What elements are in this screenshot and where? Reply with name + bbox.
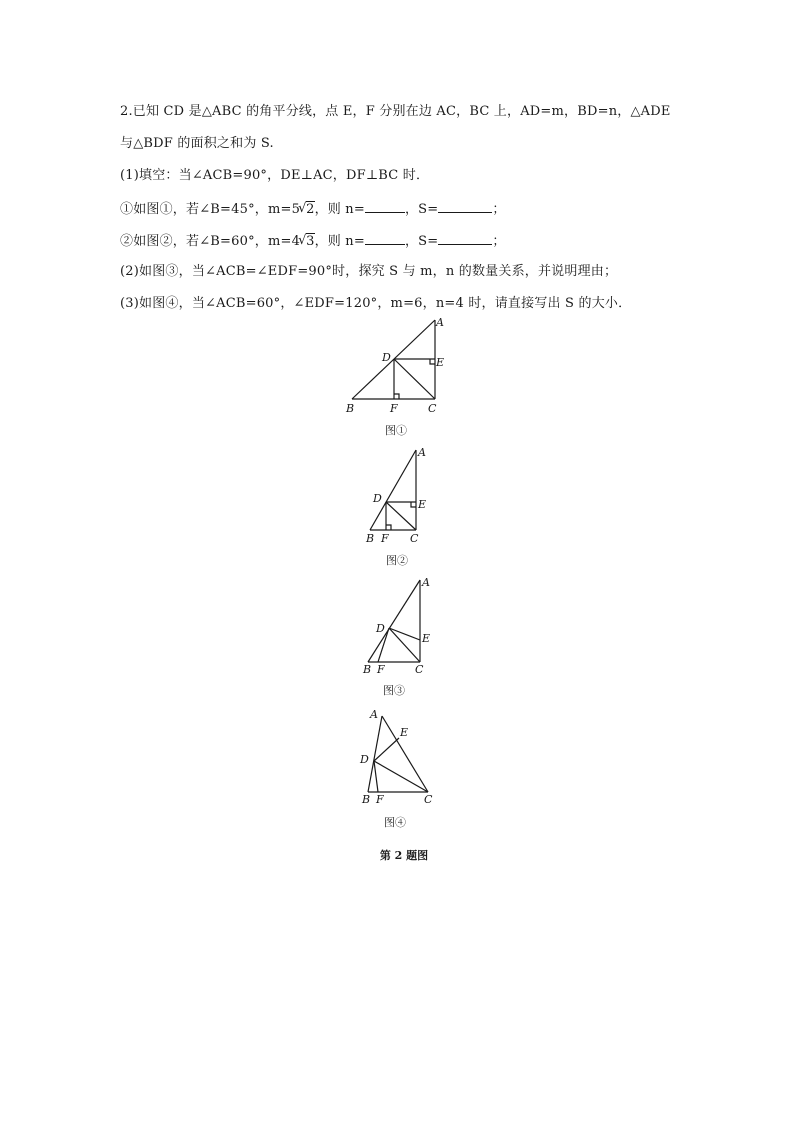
label-a: A (370, 708, 378, 721)
answer-blank-s[interactable] (438, 232, 492, 245)
label-a: A (418, 446, 426, 459)
right-angle-mark-f (394, 394, 399, 399)
problem-line-2: 与△BDF 的面积之和为 S. (120, 136, 274, 151)
right-angle-mark-e (411, 502, 416, 507)
label-a: A (436, 316, 444, 329)
answer-blank-s[interactable] (438, 200, 492, 213)
segment-df (374, 761, 378, 792)
label-c: C (424, 793, 433, 806)
figure-4-caption: 图④ (384, 816, 406, 829)
part-2-statement: (2)如图③，当∠ACB=∠EDF=90°时，探究 S 与 m，n 的数量关系，并说明理由； (120, 264, 618, 279)
figure-3-caption: 图③ (383, 684, 405, 697)
right-angle-mark-e (430, 359, 435, 364)
segment-dc (389, 628, 420, 662)
answer-blank-n[interactable] (365, 200, 405, 213)
question-1-n-label: ，则 n= (314, 202, 365, 217)
sqrt-symbol: √ 3 (300, 234, 314, 250)
segment-ab (368, 716, 382, 792)
label-e: E (418, 498, 427, 511)
segment-de (389, 628, 420, 640)
label-b: B (346, 402, 355, 415)
right-angle-mark-f (386, 525, 391, 530)
label-a: A (422, 576, 430, 589)
question-2-n-label: ，则 n= (314, 234, 365, 249)
segment-dc (374, 761, 428, 792)
label-c: C (415, 663, 424, 676)
label-b: B (362, 793, 371, 806)
sqrt-symbol: √ 2 (300, 202, 314, 218)
answer-blank-n[interactable] (365, 232, 405, 245)
part-3-statement: (3)如图④，当∠ACB=60°，∠EDF=120°，m=6，n=4 时，请直接写出 S 的大小． (120, 296, 632, 311)
label-d: D (382, 351, 391, 364)
label-c: C (428, 402, 437, 415)
part-1-statement: (1)填空：当∠ACB=90°，DE⊥AC，DF⊥BC 时． (120, 168, 430, 183)
label-e: E (400, 726, 409, 739)
question-1: ①如图①，若∠B=45°，m=5√ 2，则 n= ，S= ； (120, 200, 506, 218)
figure-1-caption: 图① (385, 424, 407, 437)
label-b: B (366, 532, 375, 545)
figure-3-diagram (358, 574, 442, 678)
label-d: D (376, 622, 385, 635)
label-b: B (363, 663, 372, 676)
figure-2-caption: 图② (386, 554, 408, 567)
segment-ab (370, 450, 416, 530)
question-1-text: ①如图①，若∠B=45°，m=5 (120, 202, 301, 217)
figure-4-diagram (356, 704, 442, 810)
label-d: D (360, 753, 369, 766)
figure-2-diagram (360, 444, 440, 548)
label-f: F (376, 793, 384, 806)
label-e: E (436, 356, 445, 369)
question-1-s-label: ，S= (404, 202, 439, 217)
question-2: ②如图②，若∠B=60°，m=4√ 3，则 n= ，S= ； (120, 232, 506, 250)
label-f: F (390, 402, 398, 415)
problem-line-1: 2.已知 CD 是△ABC 的角平分线，点 E，F 分别在边 AC，BC 上，AD=m，BD=n，△ADE (120, 104, 671, 119)
segment-dc (394, 359, 435, 399)
question-2-text: ②如图②，若∠B=60°，m=4 (120, 234, 301, 249)
figure-group-title: 第 2 题图 (379, 849, 429, 862)
figure-1-diagram (340, 314, 460, 418)
label-e: E (422, 632, 431, 645)
label-f: F (381, 532, 389, 545)
label-c: C (410, 532, 419, 545)
segment-ab (368, 580, 420, 662)
label-f: F (377, 663, 385, 676)
label-d: D (373, 492, 382, 505)
question-2-s-label: ，S= (404, 234, 439, 249)
